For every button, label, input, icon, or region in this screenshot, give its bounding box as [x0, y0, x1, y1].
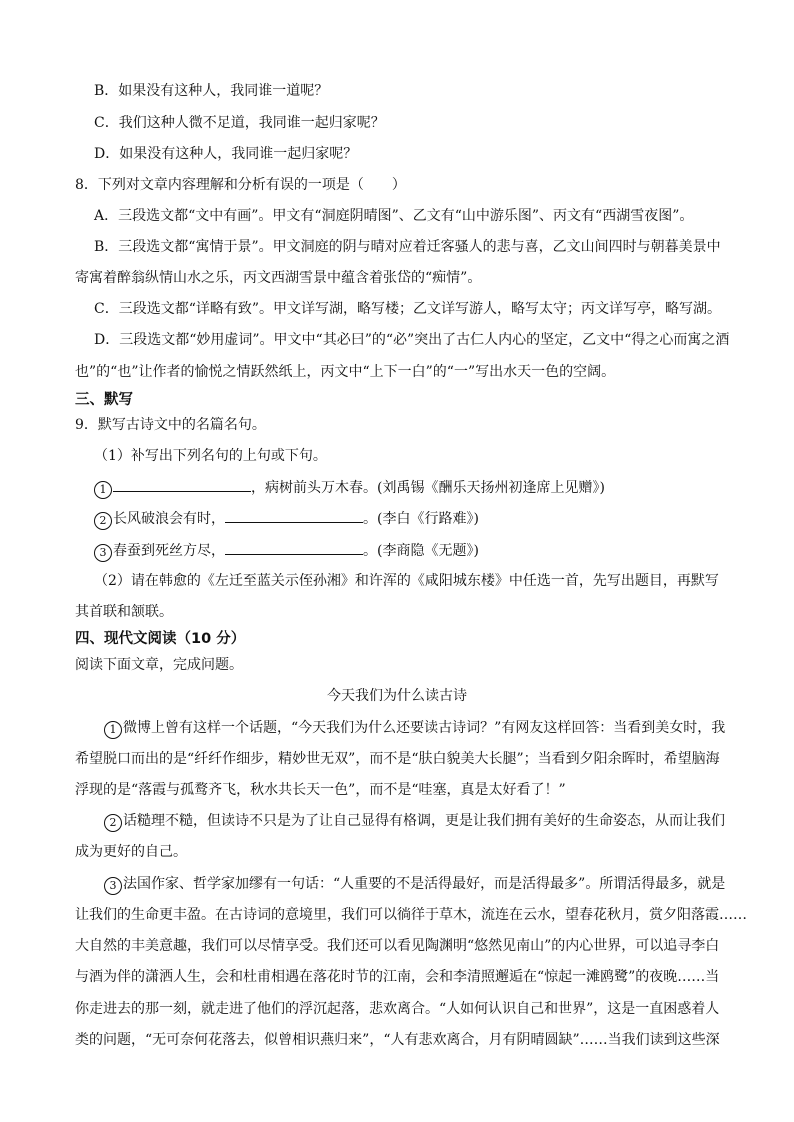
- answer-blank-1[interactable]: [113, 477, 251, 492]
- paragraph-3-line1: [104, 874, 725, 895]
- q9-item-2: [94, 508, 479, 530]
- paragraph-1-line1: [104, 718, 725, 739]
- item-number-2: 2: [94, 512, 112, 530]
- q8-option-d-line2: 也”的“也”让作者的愉悦之情跃然纸上，丙文中“上下一白”的“一”写出水天一色的空阔。: [75, 364, 616, 380]
- item-3-suffix: 。(李商隐《无题》): [363, 543, 479, 559]
- paragraph-3-text: 法国作家、哲学家加缪有一句话：“人重要的不是活得最好，而是活得最多”。所谓活得最多，就是: [123, 876, 726, 892]
- q9-stem: 9．默写古诗文中的名篇名句。: [75, 417, 266, 433]
- paragraph-2-text: 话糙理不糙，但读诗不只是为了让自己显得有格调，更是让我们拥有美好的生命姿态，从而让我们: [123, 813, 725, 829]
- paragraph-3-line3: 大自然的丰美意趣，我们可以尽情享受。我们还可以看见陶渊明“悠然见南山”的内心世界，可以追寻李白: [75, 938, 720, 954]
- q7-option-d: D．如果没有这种人，我同谁一起归家呢？: [94, 146, 358, 162]
- paragraph-3-line4: 与酒为伴的潇洒人生，会和杜甫相遇在落花时节的江南，会和李清照邂逅在“惊起一滩鸥鹭”的夜晚……当: [75, 969, 720, 985]
- q8-option-b-line2: 寄寓着醉翁纵情山水之乐，丙文西湖雪景中蕴含着张岱的“痴情”。: [75, 270, 482, 286]
- paragraph-1-line3: 浮现的是“落霞与孤鹜齐飞，秋水共长天一色”，而不是“哇塞，真是太好看了！”: [75, 782, 566, 798]
- q9-part1-instruction: （1）补写出下列名句的上句或下句。: [94, 448, 327, 464]
- item-number-3: 3: [94, 544, 112, 562]
- answer-blank-3[interactable]: [225, 540, 363, 555]
- item-1-text: ，病树前头万木春。(刘禹锡《酬乐天扬州初逢席上见赠》): [251, 480, 605, 496]
- q8-option-c: C．三段选文都“详略有致”。甲文详写湖，略写楼；乙文详写游人，略写太守；丙文详写亭，略写湖。: [94, 301, 722, 317]
- paragraph-3-line2: 让我们的生命更丰盈。在古诗词的意境里，我们可以徜徉于草木，流连在云水，望春花秋月，赏夕阳落霞……: [75, 907, 747, 923]
- item-number-1: 1: [94, 481, 112, 499]
- reading-instruction: 阅读下面文章，完成问题。: [75, 657, 243, 673]
- q8-option-d-line1: D．三段选文都“妙用虚词”。甲文中“其必曰”的“必”突出了古仁人内心的坚定，乙文中“得之心而寓之酒: [94, 332, 730, 348]
- paragraph-3-line5: 你走进去的那一刻，就走进了他们的浮沉起落，悲欢离合。“人如何认识自己和世界”，这是一直困惑着人: [75, 1001, 720, 1017]
- paragraph-3-line6: 类的问题，“无可奈何花落去，似曾相识燕归来”，“人有悲欢离合，月有阴晴圆缺”……当我们读到这些深: [75, 1032, 720, 1048]
- answer-blank-2[interactable]: [225, 508, 363, 523]
- article-title: 今天我们为什么读古诗: [327, 688, 467, 704]
- q8-stem: 8．下列对文章内容理解和分析有误的一项是（ ）: [75, 177, 406, 193]
- paragraph-2-line1: [104, 811, 725, 832]
- item-2-prefix: 长风破浪会有时，: [113, 511, 225, 527]
- paragraph-2-line2: 成为更好的自己。: [75, 844, 187, 860]
- q9-part2-line2: 其首联和颔联。: [75, 604, 173, 620]
- q7-option-b: B．如果没有这种人，我同谁一道呢？: [94, 83, 329, 99]
- q8-option-b-line1: B．三段选文都“寓情于景”。甲文洞庭的阴与晴对应着迁客骚人的悲与喜，乙文山间四时与朝暮美景中: [94, 239, 721, 255]
- paragraph-1-line2: 希望脱口而出的是“纤纤作细步，精妙世无双”，而不是“肤白貌美大长腿”；当看到夕阳余晖时，希望脑海: [75, 751, 720, 767]
- q9-part2-line1: （2）请在韩愈的《左迁至蓝关示侄孙湘》和许浑的《咸阳城东楼》中任选一首，先写出题目，再默写: [94, 573, 719, 589]
- item-3-prefix: 春蚕到死丝方尽，: [113, 543, 225, 559]
- paragraph-1-text: 微博上曾有这样一个话题，“今天我们为什么还要读古诗词？”有网友这样回答：当看到美女时，我: [123, 720, 726, 736]
- section-4-heading: 四、现代文阅读（10 分）: [75, 631, 246, 647]
- q7-option-c: C．我们这种人微不足道，我同谁一起归家呢？: [94, 115, 385, 131]
- paragraph-number-1: 1: [104, 721, 122, 739]
- paragraph-number-3: 3: [104, 877, 122, 895]
- q9-item-1: [94, 477, 605, 499]
- section-3-heading: 三、默写: [75, 392, 133, 408]
- paragraph-number-2: 2: [104, 814, 122, 832]
- item-2-suffix: 。(李白《行路难》): [363, 511, 479, 527]
- q9-item-3: [94, 540, 479, 562]
- q8-option-a: A．三段选文都“文中有画”。甲文有“洞庭阴晴图”、乙文有“山中游乐图”、丙文有“西湖雪夜图”。: [94, 208, 694, 224]
